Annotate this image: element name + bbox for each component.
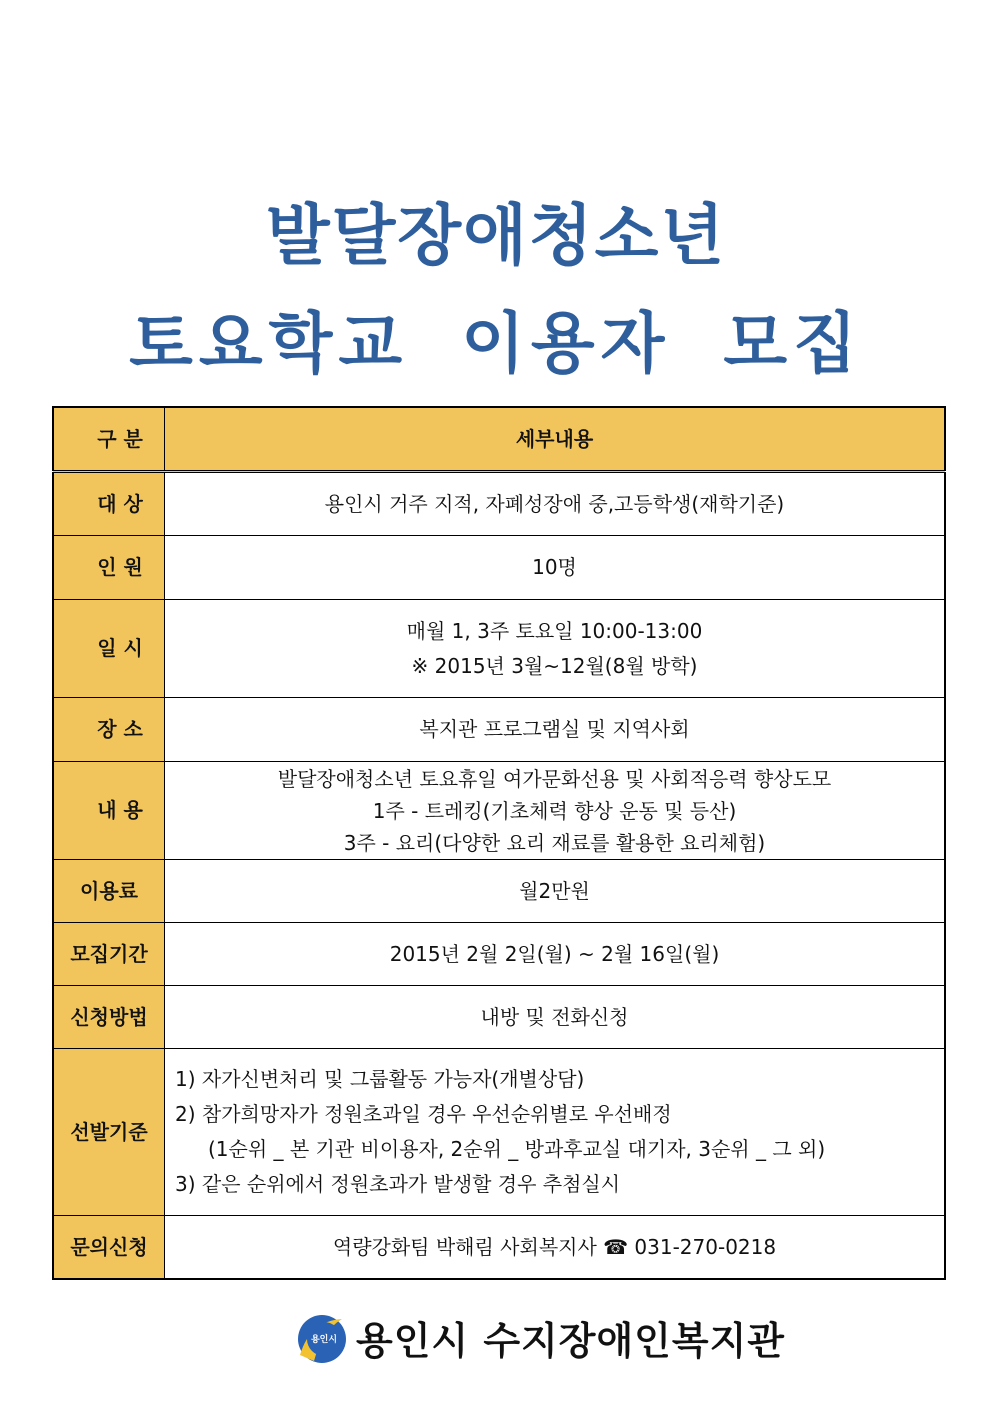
svg-text:용인시: 용인시 — [310, 1335, 338, 1345]
row-content: 10명 — [165, 536, 946, 600]
table-row-content — [53, 762, 945, 860]
table-row-fee — [53, 860, 945, 923]
table-header-row — [53, 407, 945, 472]
row-label: 선발기준 — [53, 1049, 165, 1216]
row-label: 신청방법 — [53, 986, 165, 1049]
row-label: 문의신청 — [53, 1216, 165, 1280]
row-content: 역량강화팀 박해림 사회복지사 ☎ 031-270-0218 — [165, 1216, 946, 1280]
row-content: 1) 자가신변처리 및 그룹활동 가능자(개별상담) 2) 참가희망자가 정원초과일 경우 우선순위별로 우선배정 (1순위 _ 본 기관 비이용자, 2순위 _ 방과후교실 대기자, 3순위 _ 그 외) 3) 같은 순위에서 정원초과가 발생할 경우 추첨실시 — [165, 1049, 946, 1216]
table-row-period — [53, 923, 945, 986]
row-label: 대 상 — [53, 472, 165, 536]
row-label: 이용료 — [53, 860, 165, 923]
row-content: 내방 및 전화신청 — [165, 986, 946, 1049]
row-label: 내 용 — [53, 762, 165, 860]
page-title-line2: 토요학교 이용자 모집 — [129, 305, 863, 382]
table-row-contact — [53, 1216, 945, 1280]
table-row-target — [53, 472, 945, 536]
table-row-schedule — [53, 600, 945, 698]
table-row-capacity — [53, 536, 945, 600]
yongin-logo-icon — [292, 1311, 344, 1363]
table-row-place — [53, 698, 945, 762]
row-content: 2015년 2월 2일(월) ~ 2월 16일(월) — [165, 923, 946, 986]
info-table — [52, 406, 946, 1280]
header-content-cell: 세부내용 — [165, 407, 946, 472]
table-row-criteria — [53, 1049, 945, 1216]
row-label: 인 원 — [53, 536, 165, 600]
footer — [292, 1307, 785, 1367]
row-content: 용인시 거주 지적, 자폐성장애 중,고등학생(재학기준) — [165, 472, 946, 536]
row-content: 복지관 프로그램실 및 지역사회 — [165, 698, 946, 762]
row-label: 일 시 — [53, 600, 165, 698]
row-content: 발달장애청소년 토요휴일 여가문화선용 및 사회적응력 향상도모 1주 - 트레킹(기초체력 향상 운동 및 등산) 3주 - 요리(다양한 요리 재료를 활용한 요리체험) — [165, 762, 946, 860]
header-label-cell: 구 분 — [53, 407, 165, 472]
row-content: 월2만원 — [165, 860, 946, 923]
row-content: 매월 1, 3주 토요일 10:00-13:00 ※ 2015년 3월~12월(8월 방학) — [165, 600, 946, 698]
table-row-apply — [53, 986, 945, 1049]
row-label: 모집기간 — [53, 923, 165, 986]
page-title-line1: 발달장애청소년 — [265, 197, 727, 274]
organization-name: 용인시 수지장애인복지관 — [356, 1318, 786, 1363]
row-label: 장 소 — [53, 698, 165, 762]
